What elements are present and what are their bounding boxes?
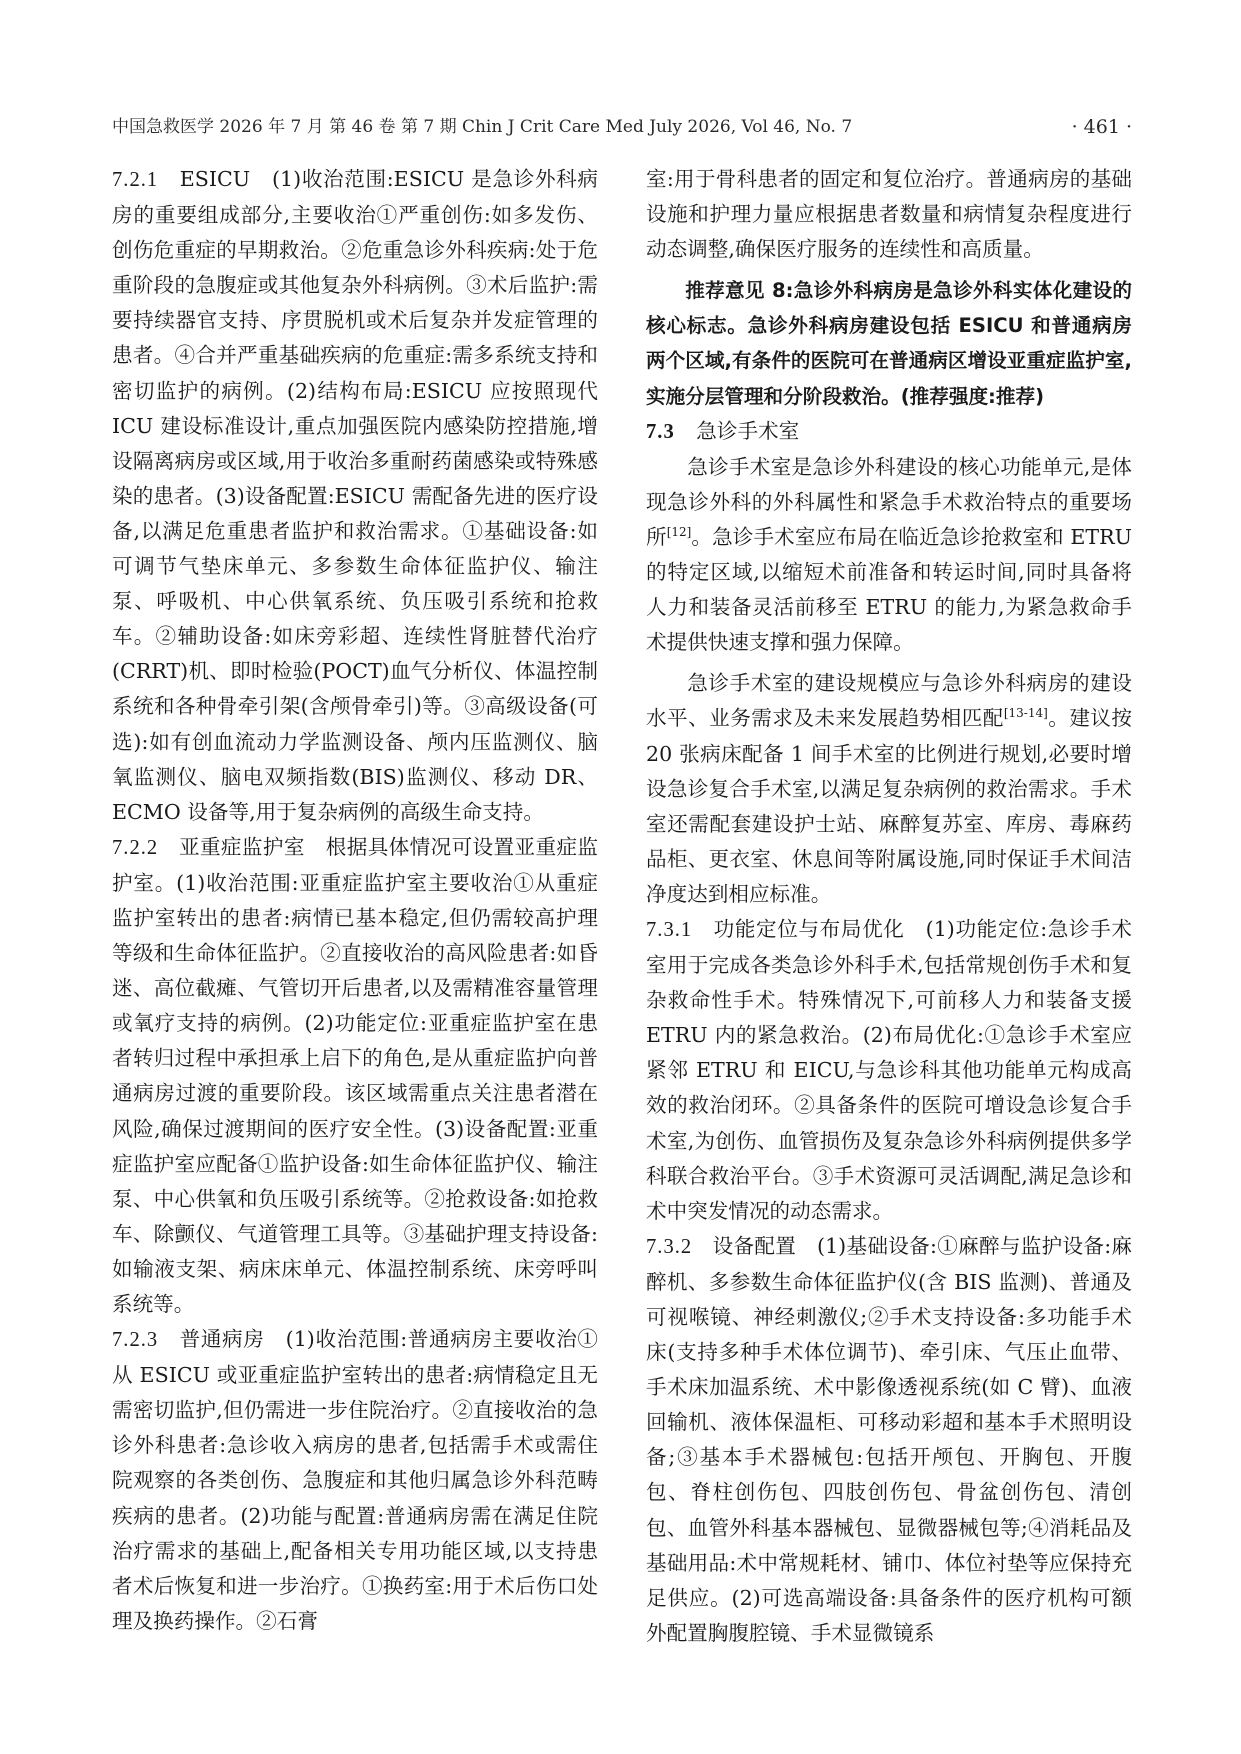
paragraph-text: 急诊手术室的建设规模应与急诊外科病房的建设水平、业务需求及未来发展趋势相匹配 [646, 671, 1132, 731]
paragraph-emergency-or-intro [646, 450, 1132, 661]
section-7-2-3 [112, 1322, 598, 1639]
paragraph-emergency-or-scale [646, 666, 1132, 912]
section-number: 7.2.2 [112, 836, 159, 859]
section-body: 功能定位与布局优化 (1)功能定位:急诊手术室用于完成各类急诊外科手术,包括常规创伤手术和复杂救命性手术。特殊情况下,可前移人力和装备支援 ETRU 内的紧急救治。(2)布局优化:①急诊手术室应紧邻 ETRU 和 EICU,与急诊科其他功能单元构成高效的救治闭环。②具备条件的医院可增设急诊复合手术室,为创伤、血管损伤及复杂急诊外科病例提供多学科联合救治平台。③手术资源可灵活调配,满足急诊和术中突发情况的动态需求。 [646, 916, 1133, 1223]
paragraph-text: 急诊手术室是急诊外科建设的核心功能单元,是体现急诊外科的外科属性和紧急手术救治特点的重要场所 [646, 454, 1132, 549]
section-7-3-1 [646, 912, 1132, 1229]
section-body: 设备配置 (1)基础设备:①麻醉与监护设备:麻醉机、多参数生命体征监护仪(含 BIS 监测)、普通及可视喉镜、神经刺激仪;②手术支持设备:多功能手术床(支持多种手术体位调节)、牵引床、气压止血带、手术床加温系统、术中影像透视系统(如 C 臂)、血液回输机、液体保温柜、可移动彩超和基本手术照明设备;③基本手术器械包:包括开颅包、开胸包、开腹包、脊柱创伤包、四肢创伤包、骨盆创伤包、清创包、血管外科基本器械包、显微器械包等;④消耗品及基础用品:术中常规耗材、铺巾、体位衬垫等应保持充足供应。(2)可选高端设备:具备条件的医疗机构可额外配置胸腹腔镜、手术显微镜系 [646, 1233, 1133, 1645]
paragraph-text: 。建议按 20 张病床配备 1 间手术室的比例进行规划,必要时增设急诊复合手术室,以满足复杂病例的救治需求。手术室还需配套建设护士站、麻醉复苏室、库房、毒麻药品柜、更衣室、休息间等附属设施,同时保证手术间洁净度达到相应标准。 [646, 706, 1133, 906]
section-7-3-heading [646, 414, 1132, 450]
journal-citation: 中国急救医学 2026 年 7 月 第 46 卷 第 7 期 Chin J Crit Care Med July 2026, Vol 46, No. 7 [112, 117, 853, 137]
section-body: 普通病房 (1)收治范围:普通病房主要收治①从 ESICU 或亚重症监护室转出的患者:病情稳定且无需密切监护,但仍需进一步住院治疗。②直接收治的急诊外科患者:急诊收入病房的患者,包括需手术或需住院观察的各类创伤、急腹症和其他归属急诊外科范畴疾病的患者。(2)功能与配置:普通病房需在满足住院治疗需求的基础上,配备相关专用功能区域,以支持患者术后恢复和进一步治疗。①换药室:用于术后伤口处理及换药操作。②石膏 [112, 1327, 599, 1633]
recommendation-8: 推荐意见 8:急诊外科病房是急诊外科实体化建设的核心标志。急诊外科病房建设包括 ESICU 和普通病房两个区域,有条件的医院可在普通病区增设亚重症监护室,实施分层管理和分阶段救治。(推荐强度:推荐) [646, 279, 1132, 408]
section-body: ESICU (1)收治范围:ESICU 是急诊外科病房的重要组成部分,主要收治①严重创伤:如多发伤、创伤危重症的早期救治。②危重急诊外科疾病:处于危重阶段的急腹症或其他复杂外科病例。③术后监护:需要持续器官支持、序贯脱机或术后复杂并发症管理的患者。④合并严重基础疾病的危重症:需多系统支持和密切监护的病例。(2)结构布局:ESICU 应按照现代 ICU 建设标准设计,重点加强医院内感染防控措施,增设隔离病房或区域,用于收治多重耐药菌感染或特殊感染的患者。(3)设备配置:ESICU 需配备先进的医疗设备,以满足危重患者监护和救治需求。①基础设备:如可调节气垫床单元、多参数生命体征监护仪、输注泵、呼吸机、中心供氧系统、负压吸引系统和抢救车。②辅助设备:如床旁彩超、连续性肾脏替代治疗(CRRT)机、即时检验(POCT)血气分析仪、体温控制系统和各种骨牵引架(含颅骨牵引)等。③高级设备(可选):如有创血流动力学监测设备、颅内压监测仪、脑氧监测仪、脑电双频指数(BIS)监测仪、移动 DR、ECMO 设备等,用于复杂病例的高级生命支持。 [112, 167, 599, 824]
section-number: 7.3 [646, 420, 675, 443]
section-7-3-2 [646, 1229, 1132, 1651]
citation-ref: [12] [666, 524, 692, 539]
section-7-2-2 [112, 830, 598, 1322]
paragraph-text: 。急诊手术室应布局在临近急诊抢救室和 ETRU 的特定区域,以缩短术前准备和转运时间,同时具备将人力和装备灵活前移至 ETRU 的能力,为紧急救命手术提供快速支撑和强力保障。 [646, 524, 1132, 655]
citation-ref: [13-14] [1003, 706, 1048, 721]
section-number: 7.2.3 [112, 1329, 159, 1352]
continued-paragraph: 室:用于骨科患者的固定和复位治疗。普通病房的基础设施和护理力量应根据患者数量和病情复杂程度进行动态调整,确保医疗服务的连续性和高质量。 [646, 167, 1132, 262]
section-number: 7.3.2 [646, 1235, 693, 1258]
page-number: · 461 · [1071, 116, 1132, 138]
section-number: 7.2.1 [112, 169, 159, 191]
section-title: 急诊手术室 [696, 418, 800, 443]
section-7-2-1 [112, 162, 598, 830]
section-body: 亚重症监护室 根据具体情况可设置亚重症监护室。(1)收治范围:亚重症监护室主要收治①从重症监护室转出的患者:病情已基本稳定,但仍需较高护理等级和生命体征监护。②直接收治的高风险患者:如昏迷、高位截瘫、气管切开后患者,以及需精准容量管理或氧疗支持的病例。(2)功能定位:亚重症监护室在患者转归过程中承担承上启下的角色,是从重症监护向普通病房过渡的重要阶段。该区域需重点关注患者潜在风险,确保过渡期间的医疗安全性。(3)设备配置:亚重症监护室应配备①监护设备:如生命体征监护仪、输注泵、中心供氧和负压吸引系统等。②抢救设备:如抢救车、除颤仪、气道管理工具等。③基础护理支持设备:如输液支架、病床床单元、体温控制系统、床旁呼叫系统等。 [112, 834, 599, 1316]
left-column [112, 162, 598, 1639]
running-header [112, 112, 1132, 142]
section-number: 7.3.1 [646, 918, 693, 941]
right-column [646, 162, 1132, 1651]
